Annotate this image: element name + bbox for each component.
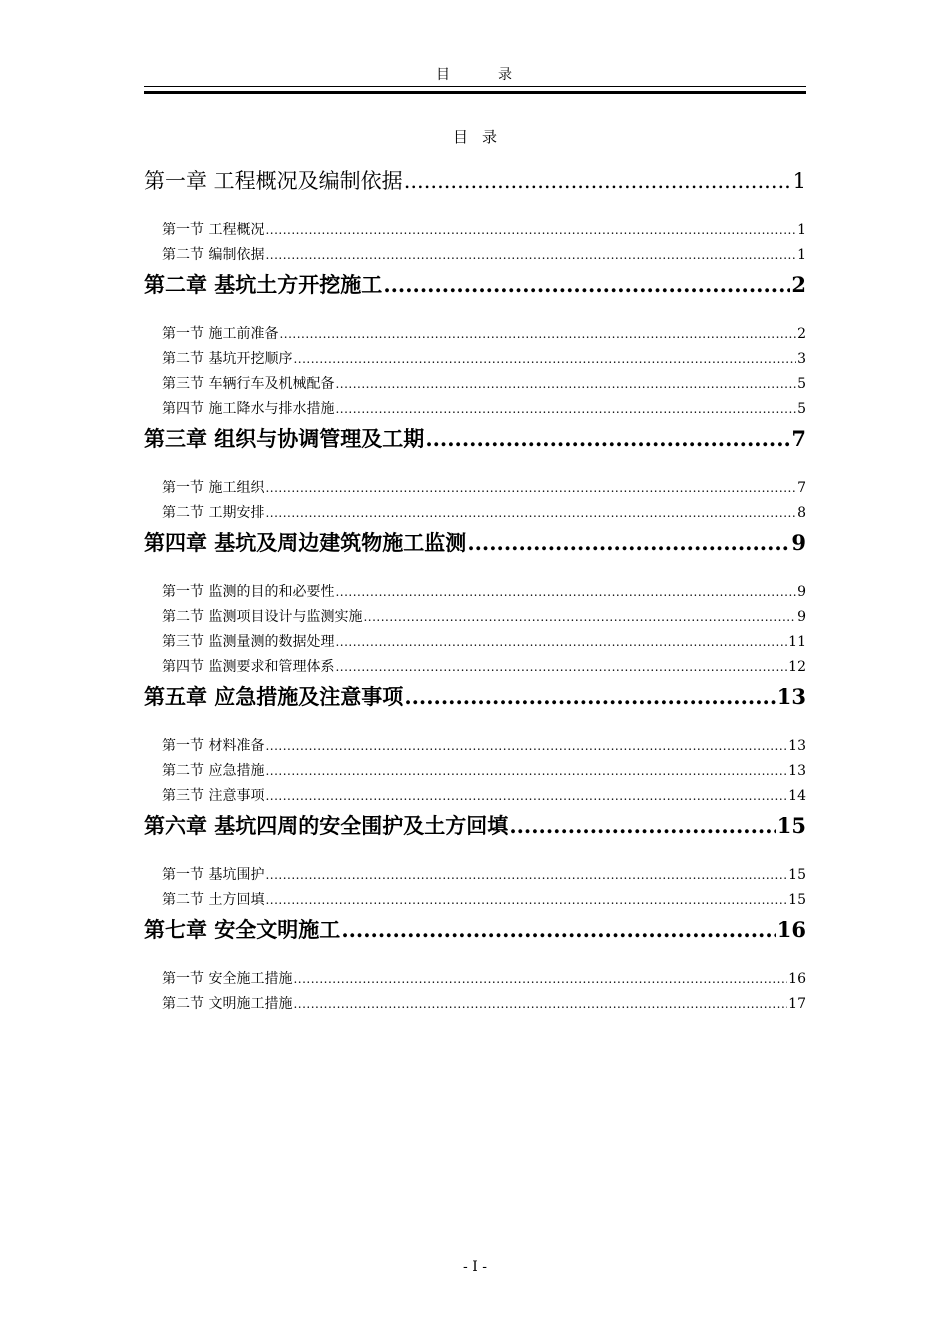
section-title: 第一节 工程概况 bbox=[162, 222, 265, 238]
section-title: 第三节 注意事项 bbox=[162, 788, 265, 804]
toc-section-entry[interactable] bbox=[144, 580, 806, 605]
section-title: 第一节 施工前准备 bbox=[162, 326, 279, 342]
chapter-title: 第一章 工程概况及编制依据 bbox=[144, 169, 403, 193]
section-title: 第二节 文明施工措施 bbox=[162, 996, 293, 1012]
dot-leader bbox=[467, 527, 790, 559]
section-title: 第一节 施工组织 bbox=[162, 480, 265, 496]
dot-leader bbox=[509, 810, 775, 842]
chapter-page-number: 16 bbox=[776, 917, 806, 942]
dot-leader bbox=[404, 681, 775, 713]
toc-section-entry[interactable] bbox=[144, 655, 806, 680]
toc-section-entry[interactable] bbox=[144, 784, 806, 809]
toc-title bbox=[144, 127, 806, 147]
section-title: 第三节 车辆行车及机械配备 bbox=[162, 376, 335, 392]
dot-leader bbox=[293, 992, 787, 1017]
toc-chapter-entry[interactable] bbox=[144, 269, 806, 301]
toc-chapter-entry[interactable] bbox=[144, 681, 806, 713]
dot-leader bbox=[265, 734, 787, 759]
section-page-number: 15 bbox=[788, 867, 806, 883]
dot-leader bbox=[363, 605, 796, 630]
dot-leader bbox=[335, 580, 796, 605]
section-page-number: 7 bbox=[797, 480, 806, 496]
section-page-number: 16 bbox=[788, 971, 806, 987]
toc-section-entry[interactable] bbox=[144, 630, 806, 655]
section-title: 第四节 施工降水与排水措施 bbox=[162, 401, 335, 417]
section-page-number: 3 bbox=[797, 351, 806, 367]
chapter-title: 第六章 基坑四周的安全围护及土方回填 bbox=[144, 813, 509, 838]
section-page-number: 12 bbox=[788, 659, 806, 675]
section-title: 第一节 材料准备 bbox=[162, 738, 265, 754]
toc-section-entry[interactable] bbox=[144, 605, 806, 630]
section-title: 第二节 基坑开挖顺序 bbox=[162, 351, 293, 367]
page-number-footer: - I - bbox=[463, 1259, 487, 1275]
section-title: 第一节 监测的目的和必要性 bbox=[162, 584, 335, 600]
section-page-number: 13 bbox=[788, 738, 806, 754]
header-char-left: 目 bbox=[436, 67, 452, 83]
chapter-title: 第七章 安全文明施工 bbox=[144, 917, 341, 942]
section-title: 第二节 监测项目设计与监测实施 bbox=[162, 609, 363, 625]
dot-leader bbox=[341, 914, 775, 946]
toc-chapter-entry[interactable] bbox=[144, 914, 806, 946]
toc-chapter-entry[interactable] bbox=[144, 810, 806, 842]
dot-leader bbox=[265, 218, 796, 243]
table-of-contents bbox=[144, 165, 806, 1018]
section-page-number: 11 bbox=[788, 634, 806, 650]
toc-section-entry[interactable] bbox=[144, 397, 806, 422]
toc-section-entry[interactable] bbox=[144, 992, 806, 1017]
toc-section-entry[interactable] bbox=[144, 372, 806, 397]
dot-leader bbox=[293, 967, 787, 992]
section-page-number: 17 bbox=[788, 996, 806, 1012]
dot-leader bbox=[265, 476, 796, 501]
section-page-number: 8 bbox=[797, 505, 806, 521]
dot-leader bbox=[335, 655, 787, 680]
section-page-number: 5 bbox=[797, 401, 806, 417]
running-header bbox=[144, 66, 806, 84]
toc-section-entry[interactable] bbox=[144, 501, 806, 526]
section-page-number: 5 bbox=[797, 376, 806, 392]
section-title: 第二节 土方回填 bbox=[162, 892, 265, 908]
dot-leader bbox=[265, 863, 787, 888]
toc-chapter-entry[interactable] bbox=[144, 423, 806, 455]
dot-leader bbox=[265, 243, 796, 268]
chapter-page-number: 15 bbox=[776, 813, 806, 838]
toc-chapter-entry[interactable] bbox=[144, 527, 806, 559]
dot-leader bbox=[265, 888, 787, 913]
dot-leader bbox=[279, 322, 796, 347]
dot-leader bbox=[404, 165, 792, 197]
chapter-page-number: 2 bbox=[791, 272, 806, 297]
chapter-page-number: 9 bbox=[791, 530, 806, 555]
section-page-number: 13 bbox=[788, 763, 806, 779]
dot-leader bbox=[265, 501, 796, 526]
section-page-number: 14 bbox=[788, 788, 806, 804]
section-title: 第四节 监测要求和管理体系 bbox=[162, 659, 335, 675]
section-page-number: 9 bbox=[797, 584, 806, 600]
toc-section-entry[interactable] bbox=[144, 967, 806, 992]
header-rule-thick bbox=[144, 91, 806, 94]
chapter-page-number: 13 bbox=[776, 684, 806, 709]
section-title: 第二节 应急措施 bbox=[162, 763, 265, 779]
toc-section-entry[interactable] bbox=[144, 863, 806, 888]
dot-leader bbox=[293, 347, 796, 372]
chapter-title: 第五章 应急措施及注意事项 bbox=[144, 684, 404, 709]
dot-leader bbox=[335, 397, 796, 422]
dot-leader bbox=[265, 759, 787, 784]
section-page-number: 1 bbox=[797, 247, 806, 263]
section-title: 第二节 工期安排 bbox=[162, 505, 265, 521]
section-page-number: 9 bbox=[797, 609, 806, 625]
toc-section-entry[interactable] bbox=[144, 476, 806, 501]
toc-section-entry[interactable] bbox=[144, 218, 806, 243]
dot-leader bbox=[265, 784, 787, 809]
section-title: 第二节 编制依据 bbox=[162, 247, 265, 263]
header-char-right: 录 bbox=[498, 67, 514, 83]
section-title: 第一节 安全施工措施 bbox=[162, 971, 293, 987]
chapter-title: 第四章 基坑及周边建筑物施工监测 bbox=[144, 530, 467, 555]
section-page-number: 15 bbox=[788, 892, 806, 908]
section-page-number: 1 bbox=[797, 222, 806, 238]
toc-section-entry[interactable] bbox=[144, 243, 806, 268]
dot-leader bbox=[335, 372, 796, 397]
dot-leader bbox=[425, 423, 790, 455]
toc-title-char-left: 目 bbox=[452, 128, 468, 146]
section-title: 第三节 监测量测的数据处理 bbox=[162, 634, 335, 650]
dot-leader bbox=[383, 269, 790, 301]
chapter-title: 第二章 基坑土方开挖施工 bbox=[144, 272, 383, 297]
toc-section-entry[interactable] bbox=[144, 322, 806, 347]
chapter-title: 第三章 组织与协调管理及工期 bbox=[144, 426, 425, 451]
header-rule-thin bbox=[144, 86, 806, 87]
chapter-page-number: 7 bbox=[791, 426, 806, 451]
dot-leader bbox=[335, 630, 787, 655]
section-title: 第一节 基坑围护 bbox=[162, 867, 265, 883]
toc-section-entry[interactable] bbox=[144, 888, 806, 913]
toc-section-entry[interactable] bbox=[144, 759, 806, 784]
toc-section-entry[interactable] bbox=[144, 347, 806, 372]
chapter-page-number: 1 bbox=[792, 169, 806, 193]
toc-chapter-entry[interactable] bbox=[144, 165, 806, 197]
toc-section-entry[interactable] bbox=[144, 734, 806, 759]
section-page-number: 2 bbox=[797, 326, 806, 342]
toc-title-char-right: 录 bbox=[482, 128, 498, 146]
